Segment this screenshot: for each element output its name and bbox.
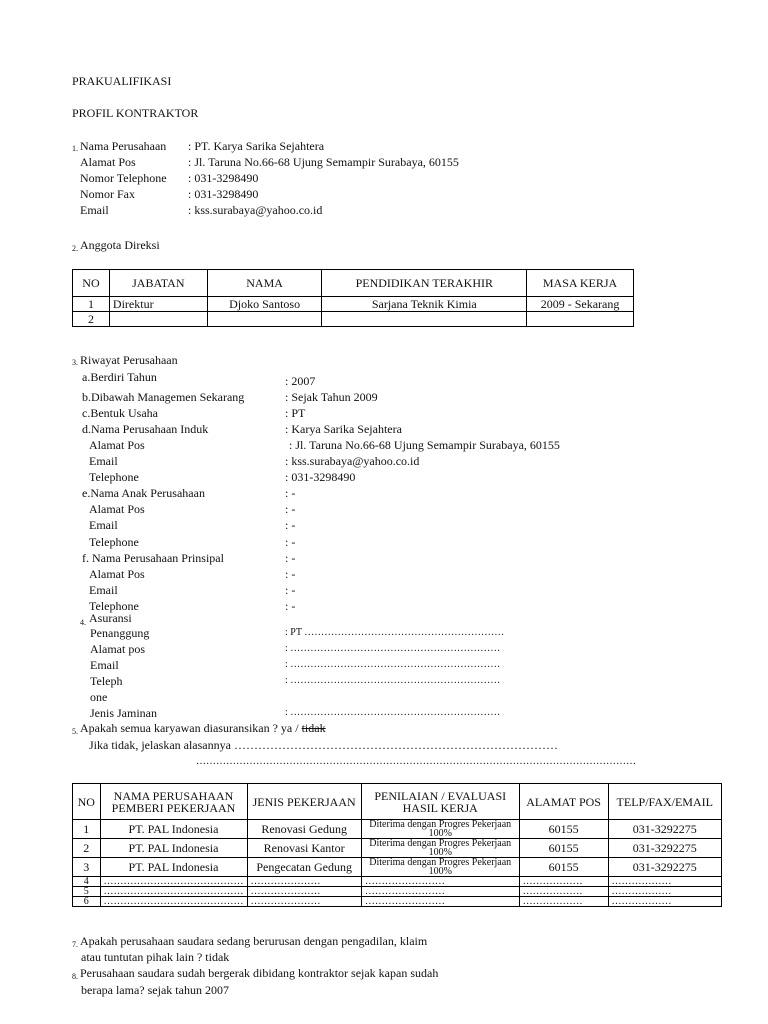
table-cell: Renovasi Kantor (247, 839, 361, 858)
table-row (73, 887, 722, 897)
table-cell: …………………………………… (100, 897, 247, 907)
table-cell: Renovasi Gedung (247, 820, 361, 839)
table-cell (207, 312, 322, 327)
field-value: : 031-3298490 (188, 187, 259, 201)
field-label: Alamat Pos (89, 567, 145, 581)
table-cell: 2009 - Sekarang (527, 297, 634, 312)
table-row (73, 839, 722, 858)
table-cell: …………………… (361, 897, 519, 907)
table-cell: …………………… (361, 887, 519, 897)
field-value: : 031-3298490 (188, 171, 259, 185)
field-label: Nomor Telephone (80, 171, 167, 185)
field-value: : 2007 (285, 374, 316, 388)
table-row (73, 858, 722, 877)
field-value: : 031-3298490 (285, 470, 356, 484)
field-value: : kss.surabaya@yahoo.co.id (188, 203, 323, 217)
question-text: Perusahaan saudara sudah bergerak dibidang kontraktor sejak kapan sudah (80, 966, 439, 980)
field-label: b.Dibawah Managemen Sekarang (82, 390, 245, 404)
section-heading: Anggota Direksi (80, 238, 160, 252)
table-row (73, 820, 722, 839)
field-label: Email (90, 658, 119, 672)
table-row (73, 312, 634, 327)
table-cell: ………………… (247, 897, 361, 907)
column-header: NAMA (207, 270, 322, 297)
field-value: : - (285, 599, 296, 613)
table-cell: Djoko Santoso (207, 297, 322, 312)
field-label: Alamat Pos (89, 502, 145, 516)
column-header: JABATAN (109, 270, 207, 297)
field-value: : kss.surabaya@yahoo.co.id (285, 454, 420, 468)
table-cell: 4 (73, 877, 101, 887)
field-label: Jenis Jaminan (90, 706, 157, 720)
struck-option: tidak (301, 721, 326, 735)
table-cell: Diterima dengan Progres Pekerjaan 100% (361, 820, 519, 839)
table-cell: ………………… (247, 877, 361, 887)
question-text: Apakah perusahaan saudara sedang berurusan dengan pengadilan, klaim (80, 934, 428, 948)
column-header: TELP/FAX/EMAIL (608, 784, 721, 820)
table-cell: ………………… (247, 887, 361, 897)
column-header: PENILAIAN / EVALUASI HASIL KERJA (361, 784, 519, 820)
field-label: c.Bentuk Usaha (82, 406, 158, 420)
table-cell: 1 (73, 297, 110, 312)
field-value: : PT (285, 406, 306, 420)
table-cell: 60155 (519, 820, 608, 839)
column-header: JENIS PEKERJAAN (247, 784, 361, 820)
table-cell: Sarjana Teknik Kimia (322, 297, 527, 312)
table-cell: ……………… (608, 887, 721, 897)
table-cell: 2 (73, 312, 110, 327)
field-label: Nomor Fax (80, 187, 135, 201)
table-cell: 60155 (519, 839, 608, 858)
blank-line: …………………………………………………………………………………………………………………… (196, 756, 636, 767)
field-value: : Jl. Taruna No.66-68 Ujung Semampir Surabaya, 60155 (188, 155, 459, 169)
field-value: : - (285, 567, 296, 581)
explanation-line: Jika tidak, jelaskan alasannya ……………………………………………………………………… (89, 738, 558, 752)
field-label: e.Nama Anak Perusahaan (82, 486, 205, 500)
field-value: : Sejak Tahun 2009 (285, 390, 378, 404)
field-value: : PT. Karya Sarika Sejahtera (188, 139, 325, 153)
field-value: : - (285, 486, 296, 500)
separator: / (292, 721, 302, 735)
column-header: NO (73, 784, 101, 820)
answer-text: berapa lama? sejak tahun 2007 (81, 983, 229, 997)
field-label: Email (89, 518, 118, 532)
table-header-row (73, 270, 634, 297)
question-text (80, 721, 326, 735)
table-row (73, 297, 634, 312)
field-label: Telephone (89, 599, 139, 613)
table-row (73, 877, 722, 887)
table-cell: 6 (73, 897, 101, 907)
section-number: 4. (80, 618, 86, 627)
field-label: d.Nama Perusahaan Induk (82, 422, 209, 436)
table-cell: ……………… (519, 887, 608, 897)
field-value: : PT …………………………………………………… (285, 627, 505, 638)
table-cell: 60155 (519, 858, 608, 877)
section-title: PROFIL KONTRAKTOR (72, 106, 199, 120)
page-title: PRAKUALIFIKASI (72, 74, 172, 88)
field-value: : - (285, 502, 296, 516)
field-label: Email (89, 454, 118, 468)
table-cell: 031-3292275 (608, 820, 721, 839)
field-value: : ……………………………………………………… (285, 659, 501, 670)
table-cell: 2 (73, 839, 101, 858)
section-number: 1. (72, 144, 78, 153)
field-label: one (90, 690, 108, 704)
section-heading: Riwayat Perusahaan (80, 353, 178, 367)
field-label: Alamat pos (90, 642, 145, 656)
field-label: f. Nama Perusahaan Prinsipal (82, 551, 224, 565)
answer-text: atau tuntutan pihak lain ? tidak (81, 950, 230, 964)
table-cell: …………………… (361, 877, 519, 887)
field-label: Alamat Pos (89, 438, 145, 452)
field-value: : ……………………………………………………… (285, 707, 501, 718)
field-value: : ……………………………………………………… (285, 675, 501, 686)
question-label: Apakah semua karyawan diasuransikan ? ya (80, 721, 293, 735)
table-cell: 031-3292275 (608, 839, 721, 858)
field-value: : Karya Sarika Sejahtera (285, 422, 402, 436)
table-cell: PT. PAL Indonesia (100, 858, 247, 877)
field-label: Teleph (90, 674, 123, 688)
field-label: Alamat Pos (80, 155, 136, 169)
table-cell: Direktur (109, 297, 207, 312)
section-number: 2. (72, 244, 78, 253)
table-cell: 3 (73, 858, 101, 877)
field-value: : Jl. Taruna No.66-68 Ujung Semampir Surabaya, 60155 (289, 438, 560, 452)
table-cell: ……………… (608, 877, 721, 887)
column-header: MASA KERJA (527, 270, 634, 297)
field-label: Email (80, 203, 109, 217)
column-header: PENDIDIKAN TERAKHIR (322, 270, 527, 297)
table-cell: 031-3292275 (608, 858, 721, 877)
table-cell: Diterima dengan Progres Pekerjaan 100% (361, 858, 519, 877)
table-row (73, 897, 722, 907)
field-label: Telephone (89, 535, 139, 549)
column-header: ALAMAT POS (519, 784, 608, 820)
table-cell: 5 (73, 887, 101, 897)
field-label: Penanggung (90, 626, 150, 640)
field-label: Nama Perusahaan (80, 139, 167, 153)
table-cell: ……………… (608, 897, 721, 907)
table-cell (527, 312, 634, 327)
field-value: : - (285, 535, 296, 549)
table-cell: PT. PAL Indonesia (100, 839, 247, 858)
field-label: Telephone (89, 470, 139, 484)
table-cell: …………………………………… (100, 877, 247, 887)
table-cell (322, 312, 527, 327)
table-cell (109, 312, 207, 327)
field-label: Email (89, 583, 118, 597)
section-number: 8. (72, 972, 78, 981)
table-cell: Pengecatan Gedung (247, 858, 361, 877)
section-number: 3. (72, 358, 78, 367)
table-cell: ……………… (519, 897, 608, 907)
directors-table (72, 269, 634, 327)
work-history-table (72, 783, 722, 907)
table-cell: ……………… (519, 877, 608, 887)
table-cell: 1 (73, 820, 101, 839)
field-value: : - (285, 518, 296, 532)
field-value: : ……………………………………………………… (285, 643, 501, 654)
column-header: NO (73, 270, 110, 297)
table-header-row (73, 784, 722, 820)
section-number: 5. (72, 727, 78, 736)
column-header: NAMA PERUSAHAAN PEMBERI PEKERJAAN (100, 784, 247, 820)
field-value: : - (285, 551, 296, 565)
table-cell: Diterima dengan Progres Pekerjaan 100% (361, 839, 519, 858)
field-value: : - (285, 583, 296, 597)
table-cell: …………………………………… (100, 887, 247, 897)
table-cell: PT. PAL Indonesia (100, 820, 247, 839)
section-number: 7. (72, 940, 78, 949)
field-label: a.Berdiri Tahun (82, 370, 157, 384)
section-heading: Asuransi (89, 611, 132, 625)
